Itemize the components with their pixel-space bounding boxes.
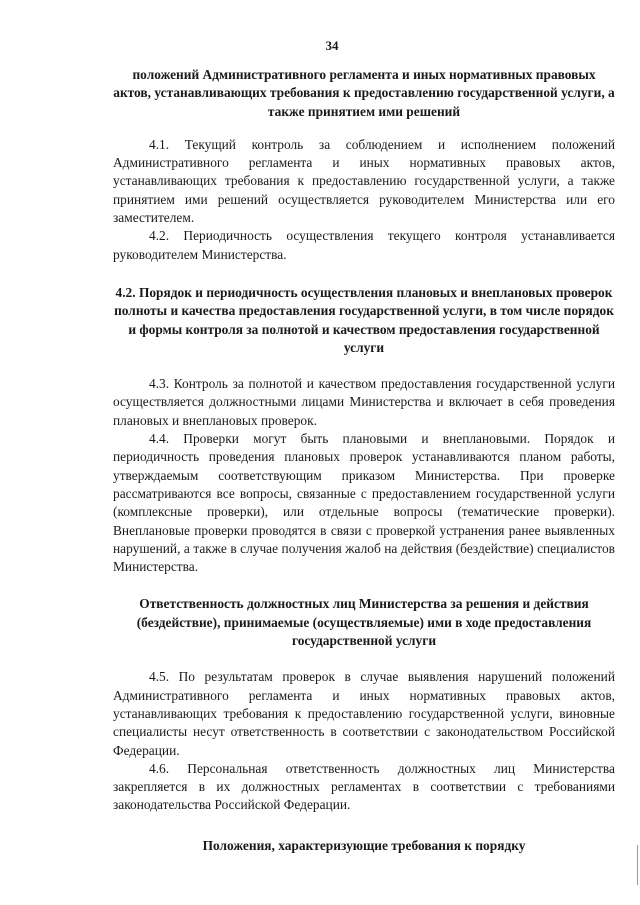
document-body: [113, 66, 615, 855]
paragraph-4-1: 4.1. Текущий контроль за соблюдением и исполнением положений Административного регламента и иных нормативных правовых актов, устанавливающих требования к предоставлению государственной услуги, а также принятием ими решений осуществляется руководителем Министерства или его заместителем.: [113, 136, 615, 226]
paragraph-4-2: 4.2. Периодичность осуществления текущего контроля устанавливается руководителем Министерства.: [113, 228, 615, 262]
page-number: 34: [325, 38, 339, 53]
section-heading-continuation: положений Административного регламента и иных нормативных правовых актов, устанавливающих требования к предоставлению государственной услуги, а также принятием ими решений: [113, 67, 615, 119]
section-heading-responsibility: Ответственность должностных лиц Министерства за решения и действия (бездействие), принимаемые (осуществляемые) ими в ходе предоставления государственной услуги: [136, 596, 592, 649]
paragraph-4-4: 4.4. Проверки могут быть плановыми и внеплановыми. Порядок и периодичность проведения плановых проверок устанавливаются планом работы, утверждаемым соответствующим приказом Министерства. При проверке рассматриваются все вопросы, связанные с предоставлением государственной услуги (комплексные проверки), или отдельные вопросы (тематические проверки). Внеплановые проверки проводятся в связи с проверкой устранения ранее выявленных нарушений, а также в случае получения жалоб на действия (бездействие) специалистов Министерства.: [113, 431, 615, 575]
scan-edge-line: [637, 845, 638, 885]
section-heading-requirements: Положения, характеризующие требования к порядку: [202, 837, 526, 853]
paragraph-4-5: 4.5. По результатам проверок в случае выявления нарушений положений Административного регламента и иных нормативных правовых актов, устанавливающих требования к предоставлению государственной услуги, виновные специалисты несут ответственность в соответствии с законодательством Российской Федерации.: [113, 669, 615, 758]
paragraph-4-6: 4.6. Персональная ответственность должностных лиц Министерства закрепляется в их должностных регламентах в соответствии с требованиями законодательства Российской Федерации.: [113, 760, 615, 813]
paragraph-4-3: 4.3. Контроль за полнотой и качеством предоставления государственной услуги осуществляется должностными лицами Министерства и включает в себя проведения плановых и внеплановых проверок.: [113, 376, 615, 428]
section-heading-inspections: 4.2. Порядок и периодичность осуществления плановых и внеплановых проверок полноты и качества предоставления государственной услуги, в том числе порядок и формы контроля за полнотой и качеством предоставления государственной услуги: [114, 284, 614, 355]
